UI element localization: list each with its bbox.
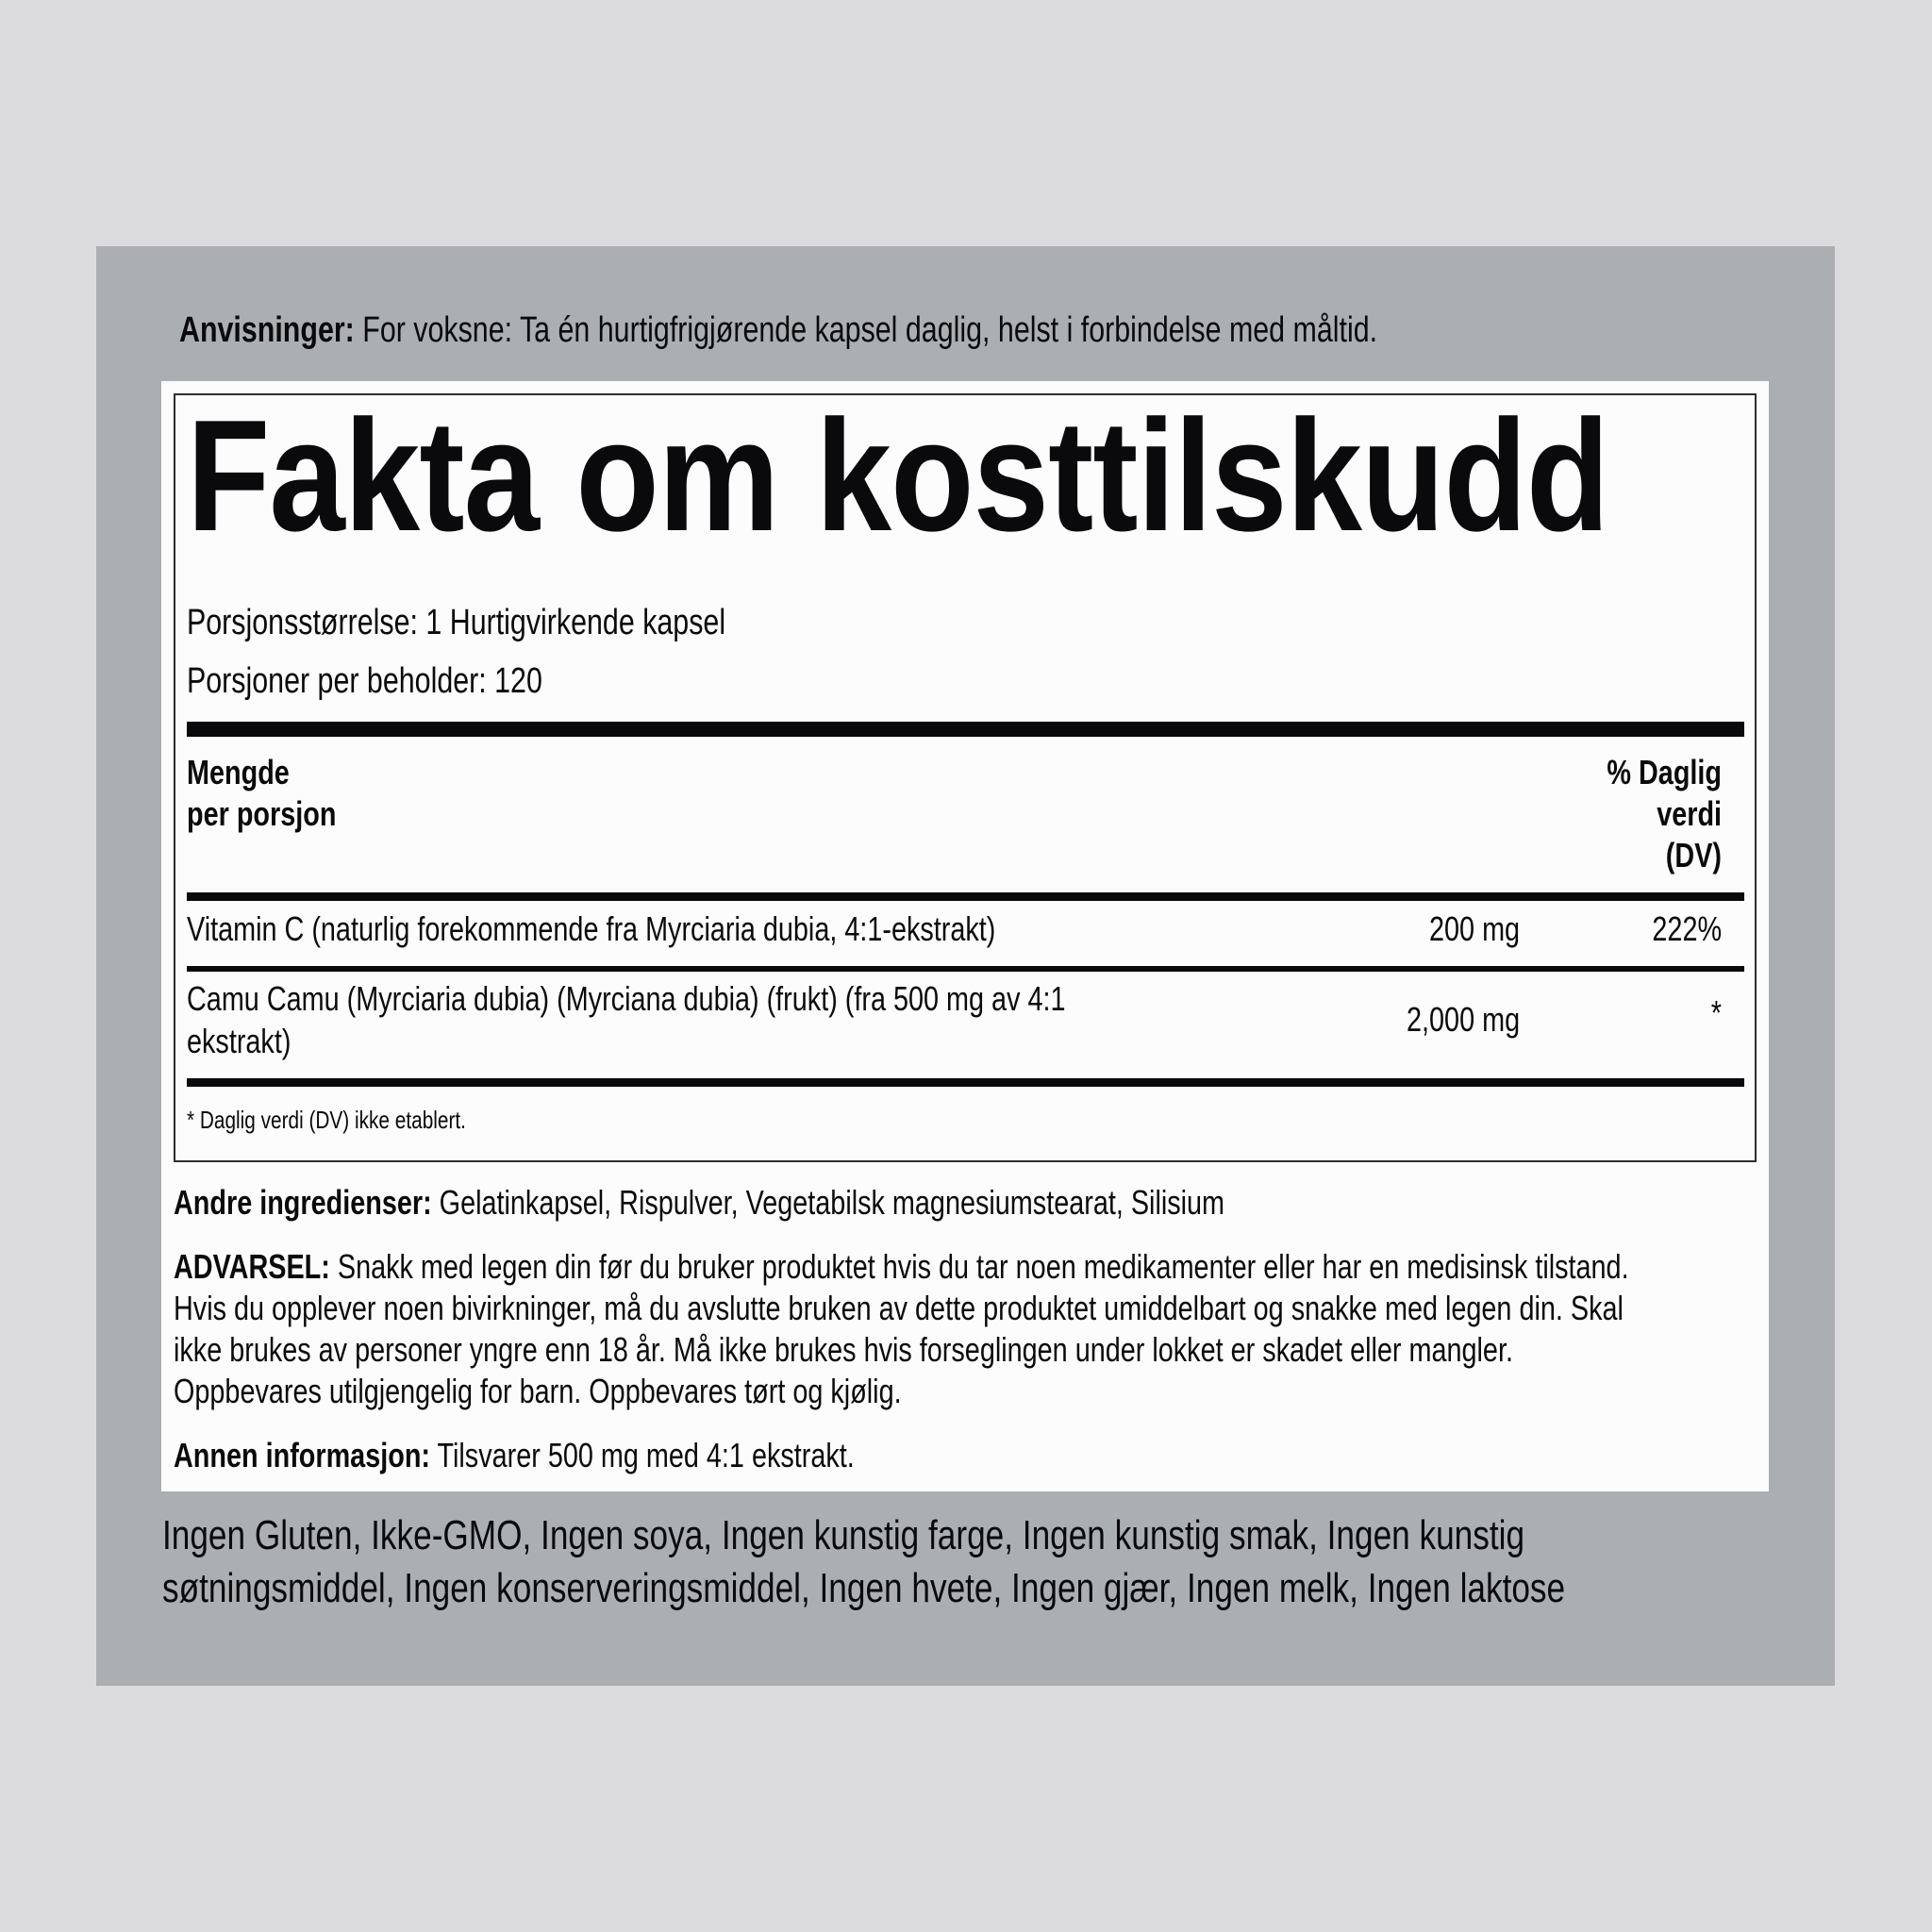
other-ingredients-text: Gelatinkapsel, Rispulver, Vegetabilsk magnesiumstearat, Silisium (431, 1183, 1225, 1222)
serving-size: Porsjonsstørrelse: 1 Hurtigvirkende kapsel (187, 603, 726, 642)
directions (179, 309, 1677, 351)
bottom-divider (187, 1078, 1744, 1087)
nutrient-dv-camu-camu: * (1710, 993, 1722, 1032)
nutrient-name-camu-camu-line1: Camu Camu (Myrciaria dubia) (Myrciana dubia) (frukt) (fra 500 mg av 4:1 (187, 979, 1066, 1018)
row-divider (187, 966, 1744, 972)
header-amount-line1: Mengde (187, 753, 290, 791)
footnote: * Daglig verdi (DV) ikke etablert. (187, 1106, 466, 1134)
free-from-line2: søtningsmiddel, Ingen konserveringsmiddel, Ingen hvete, Ingen gjær, Ingen melk, Ingen laktose (162, 1565, 1566, 1611)
header-dv-line2: verdi (1657, 794, 1722, 833)
directions-label: Anvisninger: (179, 310, 355, 350)
servings-per-container: Porsjoner per beholder: 120 (187, 661, 542, 701)
other-information (174, 1435, 1024, 1476)
header-amount-line2: per porsjon (187, 794, 337, 833)
other-information-text: Tilsvarer 500 mg med 4:1 ekstrakt. (430, 1436, 855, 1474)
warning-line1: ADVARSEL: Snakk med legen din før du bruker produktet hvis du tar noen medikamenter eller har en medisinsk tilstand. (174, 1247, 1629, 1286)
warning-line2: Hvis du opplever noen bivirkninger, må du avslutte bruken av dette produktet umiddelbart og snakke med legen din. Skal (174, 1289, 1624, 1327)
nutrient-amount-vitamin-c: 200 mg (1428, 909, 1520, 948)
directions-text: For voksne: Ta én hurtigfrigjørende kapsel daglig, helst i forbindelse med måltid. (354, 310, 1378, 350)
other-ingredients-label: Andre ingredienser: (174, 1183, 432, 1222)
header-dv-line1: % Daglig (1607, 753, 1722, 791)
thick-divider (187, 722, 1744, 737)
other-ingredients (174, 1182, 1488, 1224)
facts-title: Fakta om kosttilskudd (187, 387, 1609, 564)
header-dv-line3: (DV) (1665, 836, 1722, 874)
free-from-line1: Ingen Gluten, Ikke-GMO, Ingen soya, Ingen kunstig farge, Ingen kunstig smak, Ingen kunstig (162, 1512, 1525, 1558)
nutrient-dv-vitamin-c: 222% (1652, 909, 1722, 948)
warning-line3: ikke brukes av personer yngre enn 18 år. Må ikke brukes hvis forseglingen under lokket er skadet eller mangler. (174, 1330, 1513, 1369)
header-divider (187, 892, 1744, 901)
nutrient-amount-camu-camu: 2,000 mg (1406, 1000, 1520, 1039)
nutrient-name-camu-camu-line2: ekstrakt) (187, 1022, 291, 1060)
warning-label: ADVARSEL: (174, 1247, 330, 1286)
nutrient-name-vitamin-c: Vitamin C (naturlig forekommende fra Myrciaria dubia, 4:1-ekstrakt) (187, 909, 996, 948)
other-information-label: Annen informasjon: (174, 1436, 430, 1474)
warning-line4: Oppbevares utilgjengelig for barn. Oppbevares tørt og kjølig. (174, 1372, 902, 1410)
